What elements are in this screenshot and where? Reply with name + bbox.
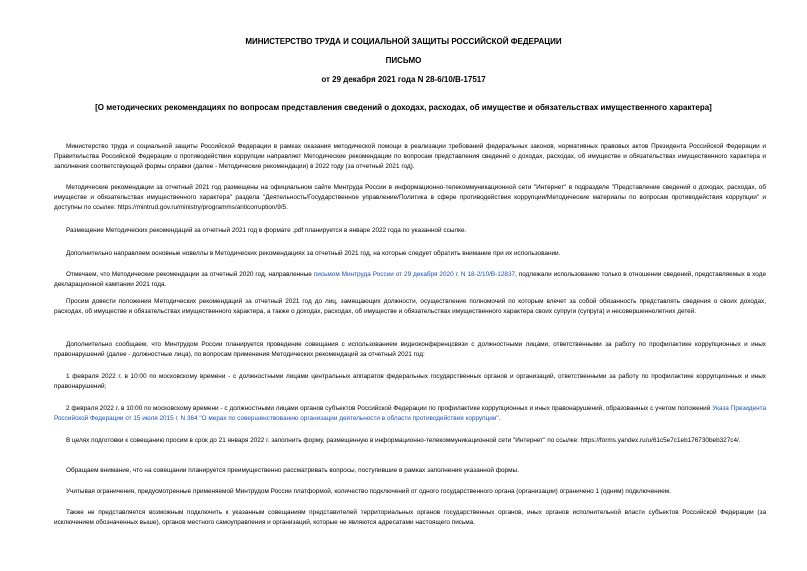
paragraph-9-text-end: . — [498, 415, 501, 423]
document-type: ПИСЬМО — [385, 56, 422, 65]
paragraph-10 — [54, 436, 766, 446]
paragraph-4-text: Дополнительно направляем основные новеллы в Методических рекомендациях за отчетный 2021 год, на которые следует обратить внимание при их использовании. — [66, 250, 561, 257]
paragraph-12-text: Учитывая ограничения, предусмотренные применяемой Минтрудом России платформой, количество подключений от одного государственного органа (организации) ограничено 1 (одним) подключением. — [66, 488, 671, 495]
paragraph-5-text-end: , подлежали использованию только в отношении сведений, представляемых в ходе декларационной кампании 2021 года. — [54, 271, 767, 289]
paragraph-9 — [54, 404, 766, 424]
paragraph-4 — [54, 249, 766, 259]
document-subject: [О методических рекомендациях по вопросам представления сведений о доходах, расходах, об имуществе и обязательствах имущественного характера] — [95, 103, 712, 112]
paragraph-1-text: Министерство труда и социальной защиты Российской Федерации в рамках оказания методической помощи в реализации требований федеральных законов, нормативных правовых актов Президента Российской Федерации и Правительства Российской Федерации о противодействии коррупции направляет Методические рекомендации по вопросам представления сведений о доходах, расходах, об имуществе и обязательствах имущественного характера и заполнения соответствующей формы справки (далее - Методические рекомендации) в 2022 году (за отчетный 2021 год). — [54, 143, 766, 171]
paragraph-9-text-start: 2 февраля 2022 г. в 10:00 по московскому времени - с должностными лицами органов субъектов Российской Федерации по профилактике коррупционных и иных правонарушений, образованных с учетом положений — [66, 405, 713, 412]
paragraph-11 — [54, 466, 766, 476]
presidential-decree-link[interactable]: Указа Президента Российской Федерации от 15 июля 2015 г. N 364 "О мерах по совершенствованию организации деятельности в области противодействия коррупции" — [54, 405, 767, 423]
paragraph-1 — [54, 142, 766, 173]
paragraph-8 — [54, 372, 766, 392]
paragraph-10-text: В целях подготовки к совещанию просим в срок до 21 января 2022 г. заполнить форму, размещенную в информационно-телекоммуникационной сети "Интернет" по ссылке: https://forms.yandex.ru/u/61c5e7c1eb176730beb327c4/. — [66, 437, 741, 444]
paragraph-5 — [54, 270, 766, 290]
paragraph-2-text: Методические рекомендации за отчетный 2021 год размещены на официальном сайте Минтруда России в информационно-телекоммуникационной сети "Интернет" в подразделе "Представление сведений о доходах, расходах, об имуществе и обязательствах имущественного характера" раздела "Деятельность/Государственное управление/Политика в сфере противодействия коррупции/Методические материалы по вопросам противодействия коррупции" и доступны по ссылке: https://mintrud.gov.ru/ministry/programms/anticorruption/9/5. — [54, 184, 766, 212]
document-reference: от 29 декабря 2021 года N 28-6/10/В-17517 — [321, 75, 486, 84]
paragraph-8-text: 1 февраля 2022 г. в 10:00 по московскому времени - с должностными лицами центральных аппаратов федеральных государственных органов и организаций, ответственными за работу по профилактике коррупционных и иных правонарушений; — [54, 373, 766, 391]
letter-2020-link[interactable]: письмом Минтруда России от 29 декабря 2020 г. N 18-2/10/В-12837 — [313, 271, 516, 278]
paragraph-3-text: Размещение Методических рекомендаций за отчетный 2021 год в формате .pdf планируется в январе 2022 года по указанной ссылке. — [66, 227, 467, 234]
paragraph-7 — [54, 340, 766, 360]
paragraph-11-text: Обращаем внимание, что на совещании планируется преимущественно рассматривать вопросы, поступившие в рамках заполнения указанной формы. — [66, 467, 519, 474]
paragraph-3 — [54, 226, 766, 236]
paragraph-13 — [54, 508, 766, 528]
ministry-title: МИНИСТЕРСТВО ТРУДА И СОЦИАЛЬНОЙ ЗАЩИТЫ РОССИЙСКОЙ ФЕДЕРАЦИИ — [245, 37, 562, 46]
paragraph-6 — [54, 297, 766, 317]
paragraph-2 — [54, 183, 766, 214]
paragraph-7-text: Дополнительно сообщаем, что Минтрудом России планируется проведение совещания с использованием видеоконференцсвязи с должностными лицами, ответственными за работу по профилактике коррупционных и иных правонарушений (далее - должностные лица), по вопросам применения Методических рекомендаций за отчетный 2021 год: — [54, 341, 766, 359]
paragraph-5-text-start: Отмечаем, что Методические рекомендации за отчетный 2020 год, направленные — [66, 271, 314, 278]
paragraph-12 — [54, 487, 766, 497]
paragraph-6-text: Просим довести положения Методических рекомендаций за отчетный 2021 год до лиц, замещающих должности, осуществление полномочий по которым влечет за собой обязанность представлять сведения о своих доходах, расходах, об имуществе и обязательствах имущественного характера, а также о доходах, расходах, об имуществе и обязательствах имущественного характера своих супруги (супруга) и несовершеннолетних детей. — [54, 298, 766, 316]
paragraph-13-text: Также не представляется возможным подключить к указанным совещаниям представителей территориальных органов государственных органов, иных органов исполнительной власти субъектов Российской Федерации (за исключением обозначенных выше), органов местного самоуправления и организаций, которые не являются адресатами настоящего письма. — [54, 509, 766, 527]
